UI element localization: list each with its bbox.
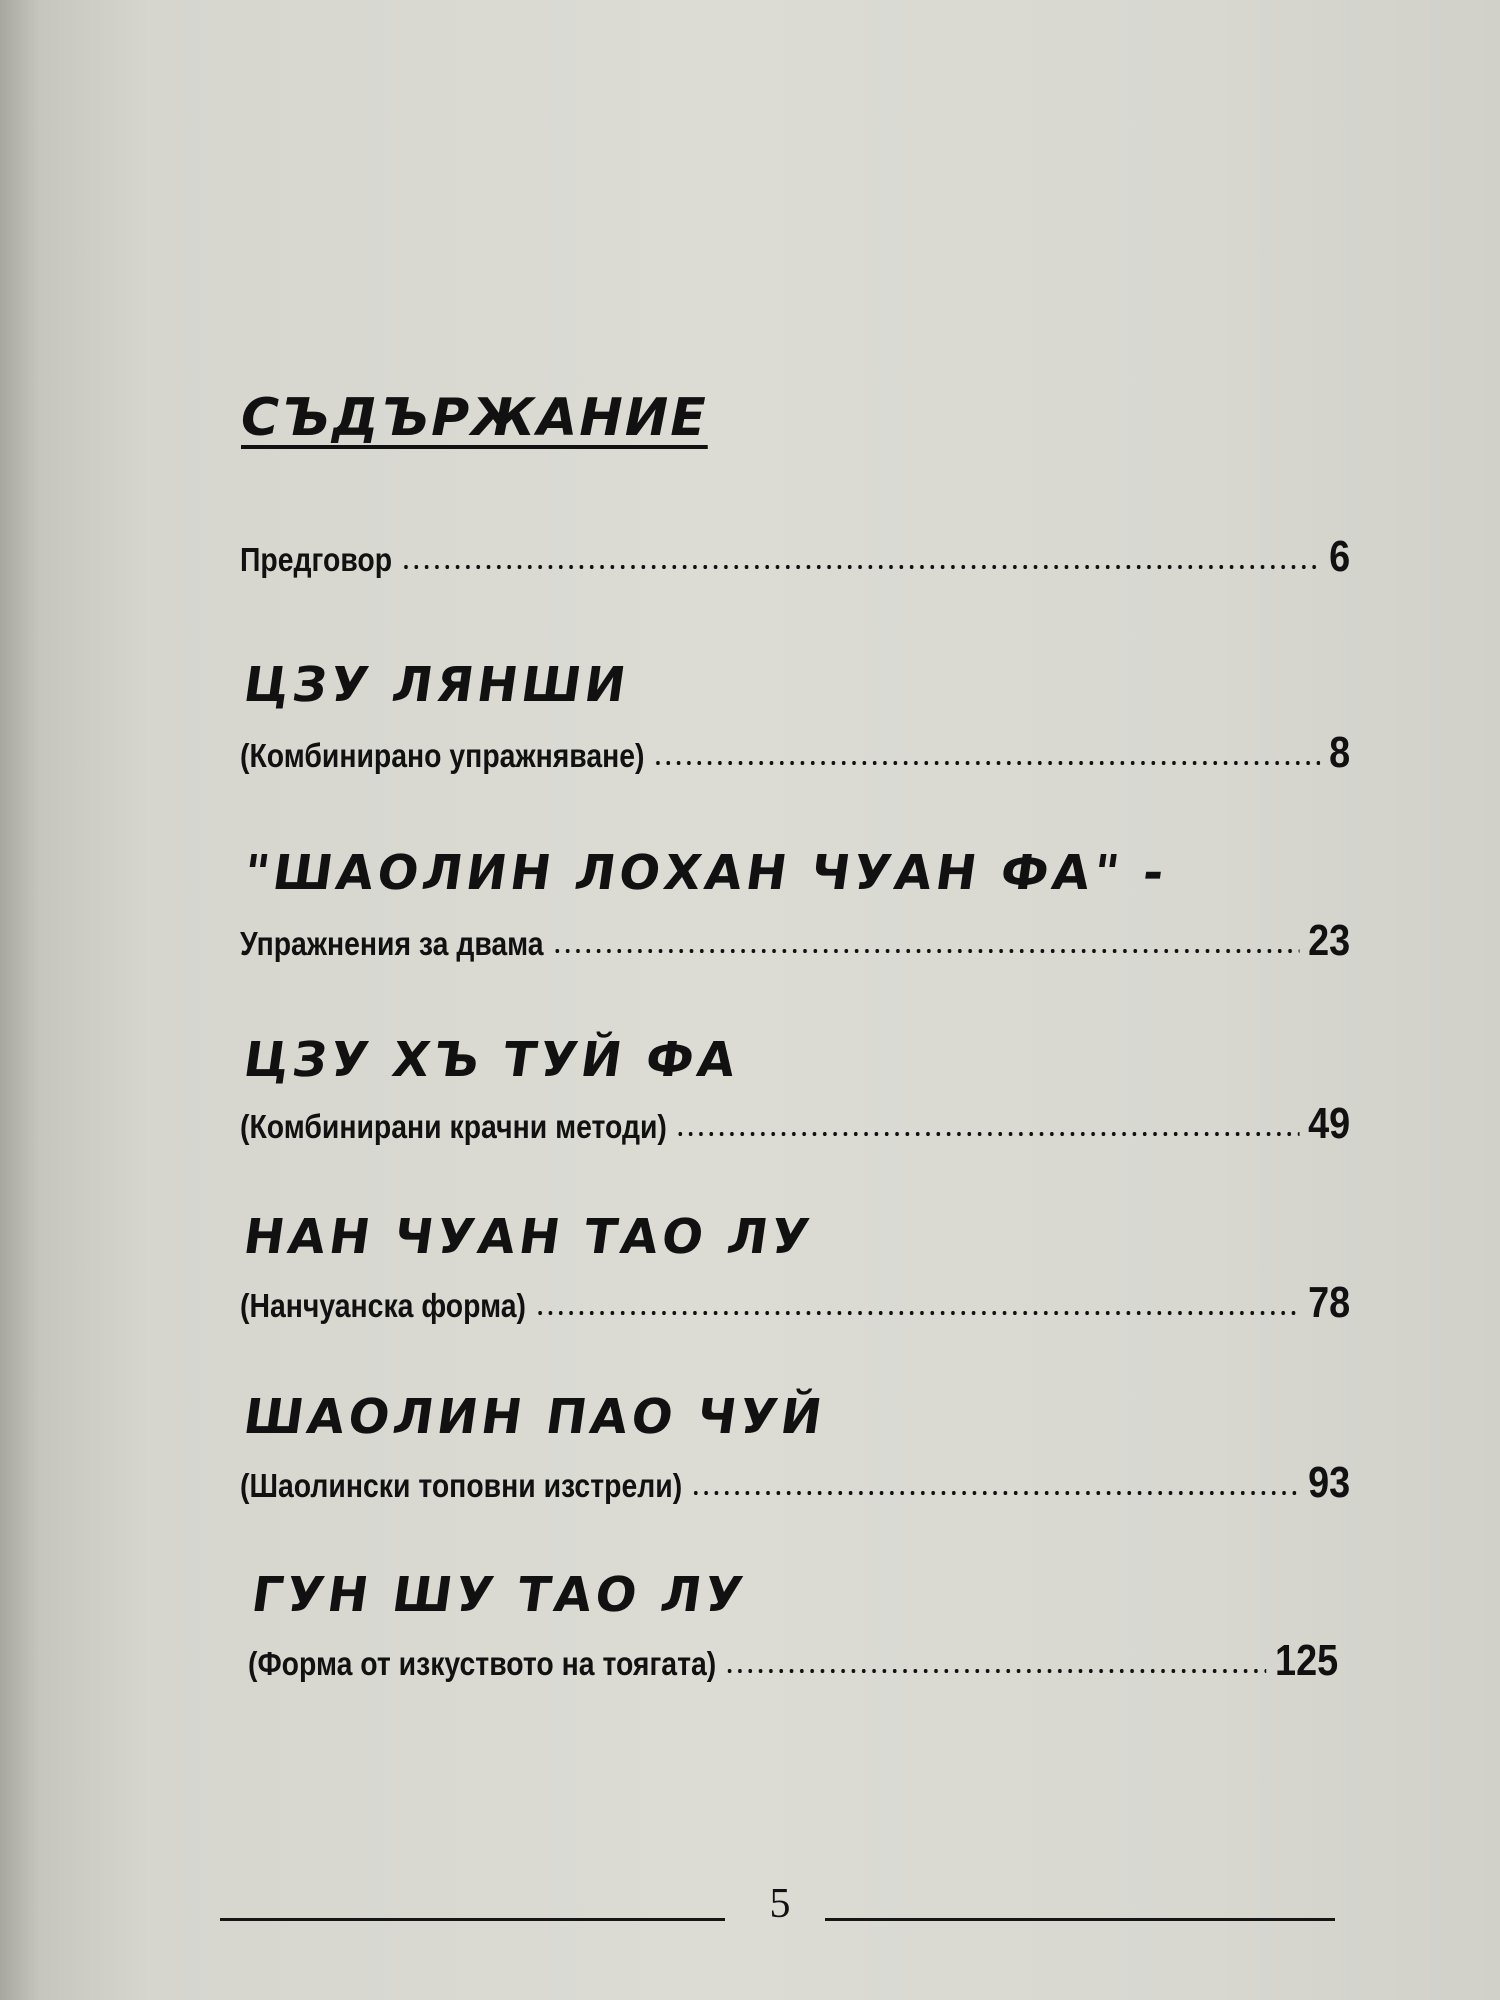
section-title: ГУН ШУ ТАО ЛУ (248, 1567, 750, 1623)
dot-leader (653, 761, 1320, 765)
footer-rule-right (825, 1918, 1335, 1921)
toc-line (240, 728, 1351, 778)
toc-page-number: 125 (1275, 1636, 1339, 1685)
dot-leader (691, 1491, 1300, 1495)
toc-entry (240, 1387, 1350, 1508)
toc-page-number: 78 (1308, 1278, 1351, 1327)
dot-leader (535, 1311, 1300, 1315)
toc-page-number: 93 (1308, 1458, 1351, 1507)
toc-entry-preface (240, 532, 1351, 582)
dot-leader (401, 565, 1321, 569)
toc-entry (240, 1030, 1350, 1149)
section-title: ЦЗУ ЛЯНШИ (240, 657, 633, 713)
toc-entry-label: (Комбинирано упражняване) (240, 737, 645, 774)
toc-page-number: 23 (1308, 916, 1351, 965)
toc-heading: СЪДЪРЖАНИЕ (241, 388, 708, 448)
section-title: НАН ЧУАН ТАО ЛУ (240, 1209, 817, 1265)
toc-line (240, 1458, 1351, 1508)
toc-entry-label: (Нанчуанска форма) (240, 1287, 526, 1324)
page-footer (220, 1880, 1335, 1940)
toc-entry-label: (Шаолински топовни изстрели) (240, 1467, 683, 1504)
section-title: ЦЗУ ХЪ ТУЙ ФА (240, 1032, 743, 1088)
footer-rule-left (220, 1918, 725, 1921)
toc-entry (240, 843, 1350, 966)
toc-line (240, 532, 1351, 582)
toc-page-number: 49 (1308, 1099, 1351, 1148)
toc-page-number: 8 (1329, 728, 1351, 777)
section-title: ШАОЛИН ПАО ЧУЙ (240, 1389, 830, 1445)
section-title: "ШАОЛИН ЛОХАН ЧУАН ФА" - (240, 845, 1172, 901)
toc-entry (240, 655, 1350, 778)
toc-entry-label: (Комбинирани крачни методи) (240, 1108, 667, 1145)
toc-entry (240, 1207, 1350, 1328)
toc-entry-label: (Форма от изкуството на тоягата) (248, 1645, 717, 1682)
footer-page-number: 5 (769, 1881, 791, 1927)
toc-entry-label: Упражнения за двама (240, 925, 544, 962)
dot-leader (725, 1669, 1267, 1673)
toc-page-number: 6 (1329, 532, 1351, 581)
toc-line (240, 1099, 1351, 1149)
toc-line (248, 1636, 1339, 1686)
dot-leader (552, 949, 1299, 953)
toc-line (240, 916, 1351, 966)
toc-line (240, 1278, 1351, 1328)
toc-entry (248, 1565, 1338, 1686)
dot-leader (675, 1132, 1299, 1136)
toc-entry-label: Предговор (240, 541, 393, 578)
